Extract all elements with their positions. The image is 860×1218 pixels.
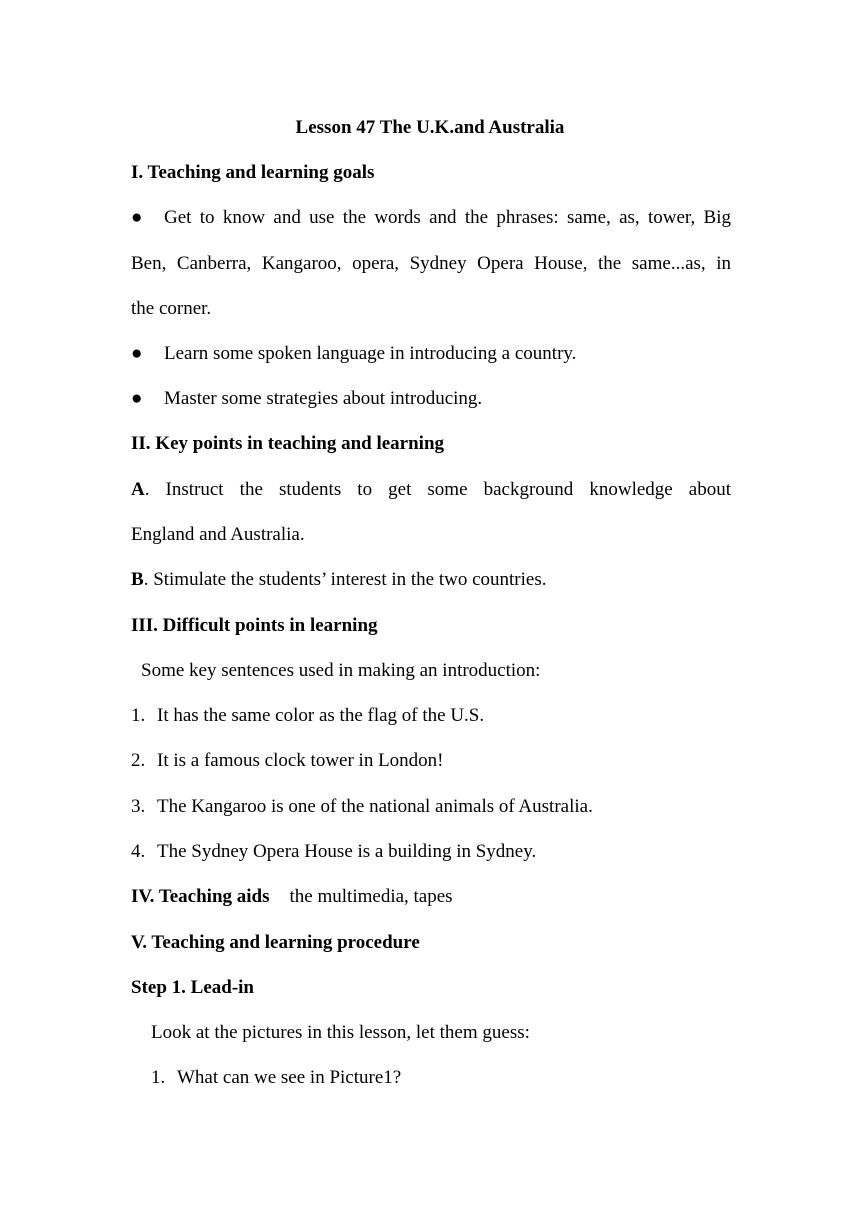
list-number: 4. <box>131 841 146 862</box>
key-sentence-text: The Sydney Opera House is a building in Sydney. <box>157 841 537 862</box>
list-number: 2. <box>131 750 146 771</box>
key-point-a-text: . Instruct the students to get some background knowledge about <box>144 479 731 500</box>
key-sentence-3 <box>131 795 731 819</box>
question-text: What can we see in Picture1? <box>177 1067 402 1088</box>
bullet-icon: ● <box>131 207 143 228</box>
key-point-b-label: B <box>131 569 144 590</box>
key-point-b-text: . Stimulate the students’ interest in the two countries. <box>143 569 547 590</box>
difficult-points-intro: Some key sentences used in making an introduction: <box>141 660 541 681</box>
key-point-b <box>131 568 731 592</box>
key-point-a-line-2: England and Australia. <box>131 524 305 545</box>
step-1-question-1 <box>151 1066 751 1090</box>
goal-2 <box>131 342 731 366</box>
step-1-heading: Step 1. Lead-in <box>131 977 254 998</box>
section-heading-key-points: II. Key points in teaching and learning <box>131 433 445 454</box>
key-sentence-text: The Kangaroo is one of the national animals of Australia. <box>157 796 593 817</box>
step-1-intro: Look at the pictures in this lesson, let them guess: <box>151 1022 530 1043</box>
list-number: 1. <box>151 1067 166 1088</box>
bullet-icon: ● <box>131 388 143 409</box>
section-heading-goals: I. Teaching and learning goals <box>131 162 375 183</box>
list-number: 3. <box>131 796 146 817</box>
teaching-aids-line <box>131 885 731 909</box>
goal-2-text: Learn some spoken language in introducing a country. <box>164 343 577 364</box>
key-sentence-2 <box>131 749 731 773</box>
goal-3-text: Master some strategies about introducing. <box>164 388 483 409</box>
key-sentence-4 <box>131 840 731 864</box>
key-point-a-line-1 <box>131 478 731 502</box>
page-title: Lesson 47 The U.K.and Australia <box>295 117 565 138</box>
goal-1-text: Get to know and use the words and the phrases: same, as, tower, Big <box>164 207 731 228</box>
section-heading-difficult-points: III. Difficult points in learning <box>131 615 378 636</box>
list-number: 1. <box>131 705 146 726</box>
bullet-icon: ● <box>131 343 143 364</box>
goal-3 <box>131 387 731 411</box>
goal-1-line-3: the corner. <box>131 298 212 319</box>
section-heading-procedure: V. Teaching and learning procedure <box>131 932 420 953</box>
section-heading-teaching-aids: IV. Teaching aids <box>131 886 270 907</box>
goal-1-line-2: Ben, Canberra, Kangaroo, opera, Sydney Opera House, the same...as, in <box>131 253 731 274</box>
key-sentence-text: It has the same color as the flag of the U.S. <box>157 705 485 726</box>
key-sentence-1 <box>131 704 731 728</box>
key-sentence-text: It is a famous clock tower in London! <box>157 750 444 771</box>
key-point-a-label: A <box>131 479 145 500</box>
teaching-aids-content: the multimedia, tapes <box>289 886 453 907</box>
goal-1-line-1 <box>131 206 731 230</box>
